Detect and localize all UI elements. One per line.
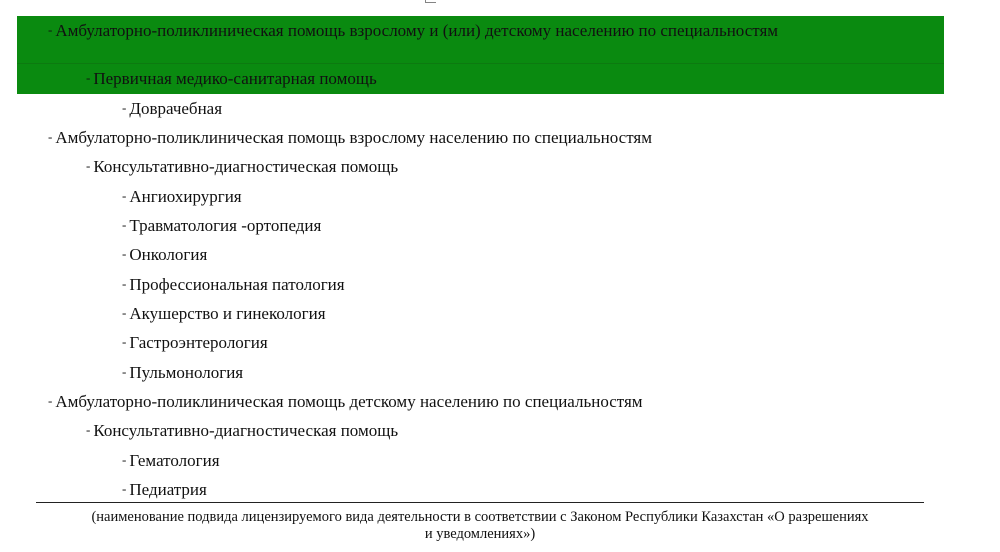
caption-line-2: и уведомлениях») — [424, 526, 536, 542]
signature-rule — [36, 502, 924, 503]
footer-caption — [28, 509, 932, 543]
dash-marker: - — [48, 22, 53, 37]
list-item-label: Консультативно-диагностическая помощь — [93, 157, 399, 176]
list-item-label: Педиатрия — [129, 480, 207, 499]
dash-marker: - — [86, 70, 91, 85]
list-item-level3 — [122, 98, 222, 119]
list-item-level2 — [86, 156, 398, 177]
list-item-label: Травматология -ортопедия — [129, 216, 322, 235]
dash-marker: - — [122, 217, 127, 232]
dash-marker: - — [86, 158, 91, 173]
list-item-level1 — [48, 20, 778, 41]
dash-marker: - — [122, 305, 127, 320]
dash-marker: - — [122, 100, 127, 115]
list-item-level3 — [122, 244, 207, 265]
list-item-label: Гематология — [129, 451, 220, 470]
list-item-label: Пульмонология — [129, 363, 244, 382]
list-item-level3 — [122, 186, 242, 207]
dash-marker: - — [48, 393, 53, 408]
caption-line-1: (наименование подвида лицензируемого вида деятельности в соответствии с Законом Республики Казахстан «О разрешениях — [91, 509, 869, 525]
dash-marker: - — [122, 246, 127, 261]
list-item-label: Ангиохирургия — [129, 187, 242, 206]
list-item-level3 — [122, 450, 220, 471]
list-item-level3 — [122, 215, 321, 236]
list-item-label: Амбулаторно-поликлиническая помощь взрослому населению по специальностям — [55, 128, 652, 147]
list-item-level3 — [122, 274, 345, 295]
list-item-level2 — [86, 68, 377, 89]
list-item-label: Амбулаторно-поликлиническая помощь детскому населению по специальностям — [55, 392, 643, 411]
dash-marker: - — [122, 364, 127, 379]
list-item-label: Профессиональная патология — [129, 275, 345, 294]
dash-marker: - — [122, 188, 127, 203]
dash-marker: - — [122, 334, 127, 349]
list-item-level3 — [122, 479, 207, 500]
cropped-glyph-fragment — [425, 0, 436, 3]
list-item-label: Гастроэнтерология — [129, 333, 268, 352]
list-item-level3 — [122, 303, 326, 324]
list-item-label: Онкология — [129, 245, 208, 264]
list-item-level3 — [122, 362, 243, 383]
dash-marker: - — [86, 422, 91, 437]
list-item-label: Первичная медико-санитарная помощь — [93, 69, 377, 88]
list-item-label: Консультативно-диагностическая помощь — [93, 421, 399, 440]
dash-marker: - — [122, 481, 127, 496]
list-item-level1 — [48, 391, 643, 412]
list-item-level1 — [48, 127, 652, 148]
list-item-label: Доврачебная — [129, 99, 223, 118]
dash-marker: - — [122, 276, 127, 291]
list-item-label: Акушерство и гинекология — [129, 304, 326, 323]
dash-marker: - — [48, 129, 53, 144]
dash-marker: - — [122, 452, 127, 467]
list-item-label: Амбулаторно-поликлиническая помощь взрослому и (или) детскому населению по специальностям — [55, 21, 779, 40]
list-item-level3 — [122, 332, 268, 353]
list-item-level2 — [86, 420, 398, 441]
